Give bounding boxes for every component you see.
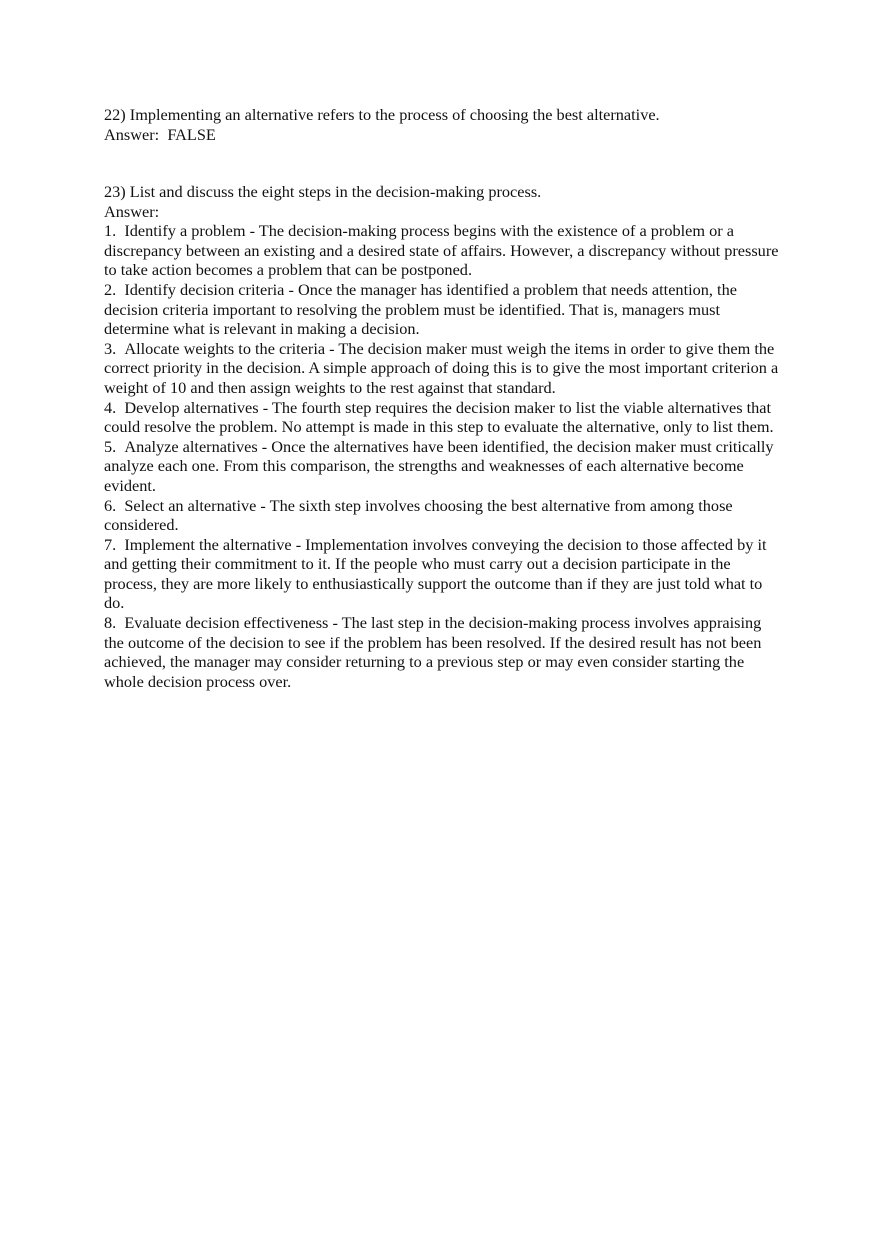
step-item: [104, 280, 780, 339]
step-item: [104, 613, 780, 691]
answer-value: FALSE: [167, 124, 216, 144]
step-text: Allocate weights to the criteria - The decision maker must weigh the items in order to give them the correct priority in the decision. A simple approach of doing this is to give the most important criterion a weight of 10 and then assign weights to the rest against that standard.: [104, 338, 779, 397]
step-number: 3.: [104, 338, 117, 358]
step-number: 2.: [104, 279, 117, 299]
step-number: 6.: [104, 495, 117, 515]
question-22-text: 22) Implementing an alternative refers to the process of choosing the best alternative.: [104, 105, 660, 124]
step-item: [104, 437, 780, 496]
step-text: Identify a problem - The decision-making process begins with the existence of a problem or a discrepancy between an existing and a desired state of affairs. However, a discrepancy without pressure to take action becomes a problem that can be postponed.: [104, 221, 779, 280]
step-text: Evaluate decision effectiveness - The last step in the decision-making process involves appraising the outcome of the decision to see if the problem has been resolved. If the desired result has not been achieved, the manager may consider returning to a previous step or may even consider starting the whole decision process over.: [104, 613, 762, 691]
step-item: [104, 496, 780, 535]
question-22-answer: [104, 125, 780, 145]
step-number: 5.: [104, 436, 117, 456]
step-text: Identify decision criteria - Once the manager has identified a problem that needs attention, the decision criteria important to resolving the problem must be identified. That is, managers must determine what is relevant in making a decision.: [104, 279, 737, 339]
step-item: [104, 221, 780, 280]
step-item: [104, 535, 780, 613]
step-number: 8.: [104, 613, 117, 633]
step-text: Analyze alternatives - Once the alternatives have been identified, the decision maker must critically analyze each one. From this comparison, the strengths and weaknesses of each alternative become evident.: [104, 436, 774, 495]
step-item: [104, 398, 780, 437]
question-23: [104, 182, 780, 691]
step-number: 1.: [104, 221, 117, 241]
question-23-answer-label: Answer:: [104, 201, 160, 221]
step-text: Implement the alternative - Implementation involves conveying the decision to those affected by it and getting their commitment to it. If the people who must carry out a decision participate in the process, they are more likely to enthusiastically support the outcome than if they are just told what to do.: [104, 534, 767, 613]
question-23-text: 23) List and discuss the eight steps in the decision-making process.: [104, 182, 542, 201]
question-22: [104, 105, 780, 144]
step-text: Select an alternative - The sixth step involves choosing the best alternative from among those considered.: [104, 495, 733, 535]
answer-label: Answer:: [104, 124, 160, 144]
step-text: Develop alternatives - The fourth step requires the decision maker to list the viable alternatives that could resolve the problem. No attempt is made in this step to evaluate the alternative, only to list them.: [104, 397, 774, 437]
step-number: 7.: [104, 534, 117, 554]
step-number: 4.: [104, 397, 117, 417]
step-item: [104, 339, 780, 398]
